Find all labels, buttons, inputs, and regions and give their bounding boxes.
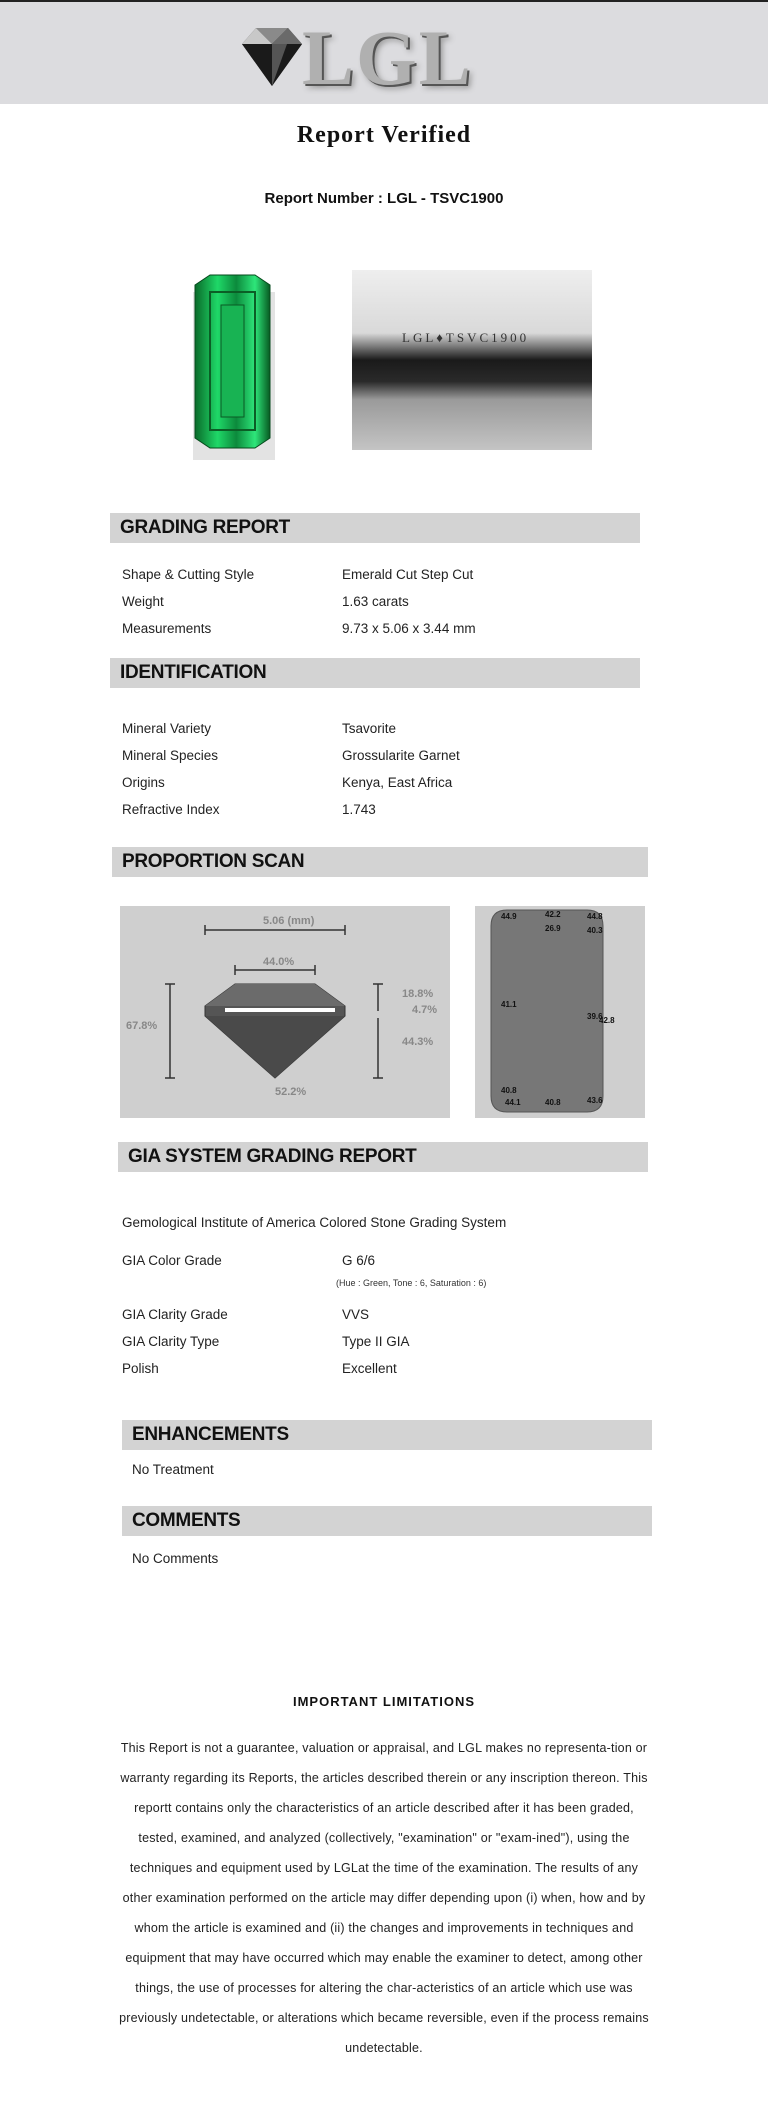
face-top-right: 44.8 bbox=[587, 912, 603, 921]
face-mid-right2: 42.8 bbox=[599, 1016, 615, 1025]
comments-heading: COMMENTS bbox=[122, 1506, 652, 1536]
gia-row-label: GIA Clarity Grade bbox=[122, 1307, 228, 1322]
profile-pavilion: 44.3% bbox=[402, 1036, 434, 1048]
identification-row-label: Refractive Index bbox=[122, 802, 220, 817]
grading-row-value: 9.73 x 5.06 x 3.44 mm bbox=[342, 621, 476, 636]
grading-row-value: Emerald Cut Step Cut bbox=[342, 567, 474, 582]
inscription-photo bbox=[352, 270, 592, 450]
profile-total-depth: 67.8% bbox=[126, 1020, 158, 1032]
profile-table: 44.0% bbox=[263, 956, 295, 968]
gia-color-value: G 6/6 bbox=[342, 1253, 376, 1268]
face-mid-right: 39.6 bbox=[587, 1012, 603, 1021]
profile-crown: 18.8% bbox=[402, 988, 434, 1000]
grading-row-label: Measurements bbox=[122, 621, 212, 636]
limitations-text: This Report is not a guarantee, valuation or appraisal, and LGL makes no representa-tion or warranty regarding its Reports, the articles described therein or any inscription thereon. This reportt contains only the characteristics of an article described after it has been graded, tested, examined, and analyzed (collectively, "examination" or "exam-ined"), using the techniques and equipment used by LGLat the time of the examination. The results of any other examination performed on the article may differ depending upon (i) when, how and by whom the article is examined and (ii) the changes and improvements in techniques and equipment that may have occurred which may enable the examiner to detect, among other things, the use of processes for altering the char-acteristics of an article which use was previously undetectable, or alterations which became reversible, even if the process remains undetectable. bbox=[119, 1741, 649, 2055]
grading-row-value: 1.63 carats bbox=[342, 594, 409, 609]
identification-row-value: 1.743 bbox=[342, 802, 376, 817]
diamond-icon bbox=[232, 22, 312, 92]
enhancements-value: No Treatment bbox=[132, 1462, 214, 1477]
gia-color-label: GIA Color Grade bbox=[122, 1253, 222, 1268]
gia-row-label: GIA Clarity Type bbox=[122, 1334, 220, 1349]
face-top-right2: 40.3 bbox=[587, 926, 603, 935]
gia-heading: GIA SYSTEM GRADING REPORT bbox=[118, 1142, 648, 1172]
face-top-left: 44.9 bbox=[501, 912, 517, 921]
proportion-face-diagram bbox=[475, 906, 645, 1118]
face-top-mid: 42.2 bbox=[545, 910, 561, 919]
identification-row-label: Origins bbox=[122, 775, 165, 790]
gia-color-note: (Hue : Green, Tone : 6, Saturation : 6) bbox=[336, 1278, 487, 1288]
identification-row-value: Kenya, East Africa bbox=[342, 775, 453, 790]
identification-row-value: Grossularite Garnet bbox=[342, 748, 460, 763]
gia-row-label: Polish bbox=[122, 1361, 159, 1376]
page-title: Report Verified bbox=[296, 122, 472, 148]
profile-girdle: 4.7% bbox=[412, 1004, 438, 1016]
proportion-profile-diagram bbox=[120, 906, 450, 1118]
gia-row-value: Excellent bbox=[342, 1361, 397, 1376]
face-bot-left2: 44.1 bbox=[505, 1098, 521, 1107]
identification-row-label: Mineral Species bbox=[122, 748, 219, 763]
identification-row-value: Tsavorite bbox=[342, 721, 397, 736]
enhancements-heading: ENHANCEMENTS bbox=[122, 1420, 652, 1450]
profile-width: 5.06 (mm) bbox=[263, 915, 315, 927]
lgl-logo bbox=[232, 14, 492, 101]
comments-value: No Comments bbox=[132, 1551, 219, 1566]
gemstone-photo bbox=[135, 270, 325, 460]
gia-row-value: Type II GIA bbox=[342, 1334, 410, 1349]
identification-row-label: Mineral Variety bbox=[122, 721, 212, 736]
grading-row-label: Weight bbox=[122, 594, 164, 609]
logo-text: LGL bbox=[302, 14, 473, 101]
face-mid-left: 41.1 bbox=[501, 1000, 517, 1009]
face-bot-right: 43.6 bbox=[587, 1096, 603, 1105]
report-number: Report Number : LGL - TSVC1900 bbox=[264, 190, 504, 207]
identification-heading: IDENTIFICATION bbox=[110, 658, 640, 688]
proportion-scan-heading: PROPORTION SCAN bbox=[112, 847, 648, 877]
grading-report-heading: GRADING REPORT bbox=[110, 513, 640, 543]
page-header bbox=[0, 0, 768, 104]
gia-subtitle: Gemological Institute of America Colored Stone Grading System bbox=[122, 1215, 507, 1230]
profile-bottom: 52.2% bbox=[275, 1086, 307, 1098]
gia-row-value: VVS bbox=[342, 1307, 370, 1322]
grading-row-label: Shape & Cutting Style bbox=[122, 567, 255, 582]
face-top-mid2: 26.9 bbox=[545, 924, 561, 933]
limitations-heading: IMPORTANT LIMITATIONS bbox=[292, 1694, 476, 1709]
face-bot-mid: 40.8 bbox=[545, 1098, 561, 1107]
face-bot-left: 40.8 bbox=[501, 1086, 517, 1095]
inscription-text: LGL♦TSVC1900 bbox=[402, 330, 530, 345]
